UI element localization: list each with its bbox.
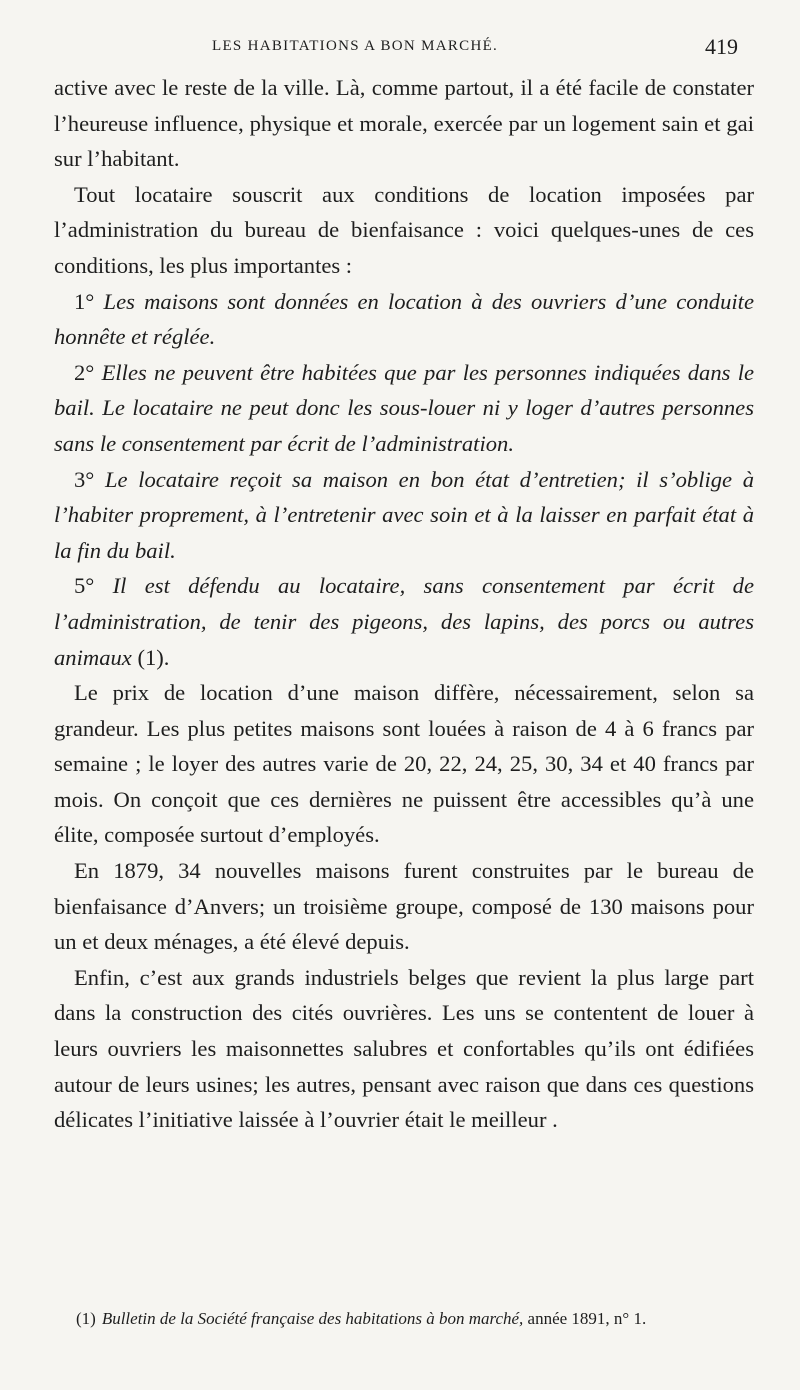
condition-number: 1° [74,288,104,314]
paragraph-text: En 1879, 34 nouvelles maisons furent construites par le bureau de bienfaisance d’Anvers; un troisième groupe, composé de 130 maisons pour un et deux ménages, a été élevé depuis. [54,858,754,955]
body-text [54,70,754,1138]
paragraph-rent-prices [54,675,754,853]
condition-text: Le locataire reçoit sa maison en bon état d’entretien; il s’oblige à l’habiter proprement, à l’entretenir avec soin et à la laisser en parfait état à la fin du bail. [54,466,755,563]
footnote [54,1304,754,1333]
footnote-details: année 1891, n° 1. [523,1309,647,1328]
condition-item-1 [54,284,754,355]
paragraph-text: active avec le reste de la ville. Là, comme partout, il a été facile de constater l’heureuse influence, physique et morale, exercée par un logement sain et gai sur l’habitant. [54,75,754,172]
paragraph-new-houses [54,853,754,960]
condition-number: 5° [74,573,113,599]
footnote-reference: (1). [131,644,170,670]
condition-item-2 [54,355,754,462]
condition-item-5 [54,568,754,675]
footnote-title: Bulletin de la Société française des habitations à bon marché, [101,1309,524,1328]
condition-text: Les maisons sont données en location à des ouvriers d’une conduite honnête et réglée. [54,288,754,350]
running-head: LES HABITATIONS A BON MARCHÉ. [212,38,499,54]
condition-text: Il est défendu au locataire, sans consentement par écrit de l’administration, de tenir des pigeons, des lapins, des porcs ou autres animaux [54,573,754,670]
page-header [212,34,738,64]
condition-number: 2° [74,359,102,385]
paragraph-text: Enfin, c’est aux grands industriels belges que revient la plus large part dans la construction des cités ouvrières. Les uns se contentent de louer à leurs ouvriers les maisonnettes salubres et confortables qu’ils ont édifiées autour de leurs usines; les autres, pensant avec raison que dans ces questions délicates l’initiative laissée à l’ouvrier était le meilleur . [54,964,754,1133]
condition-item-3 [54,462,754,569]
page-number: 419 [705,34,738,59]
paragraph-conditions-intro [54,177,754,284]
paragraph-continuation [54,70,754,177]
condition-number: 3° [74,466,105,492]
paragraph-industrialists [54,960,754,1138]
paragraph-text: Tout locataire souscrit aux conditions de location imposées par l’administration du bureau de bienfaisance : voici quelques-unes de ces conditions, les plus importantes : [54,181,754,278]
footnote-marker: (1) [76,1309,96,1328]
condition-text: Elles ne peuvent être habitées que par les personnes indiquées dans le bail. Le locataire ne peut donc les sous-louer ni y loger d’autres personnes sans le consentement par écrit de l’administration. [54,359,755,456]
paragraph-text: Le prix de location d’une maison diffère, nécessairement, selon sa grandeur. Les plus petites maisons sont louées à raison de 4 à 6 francs par semaine ; le loyer des autres varie de 20, 22, 24, 25, 30, 34 et 40 francs par mois. On conçoit que ces dernières ne puissent être accessibles qu’à une élite, composée surtout d’employés. [54,680,754,848]
